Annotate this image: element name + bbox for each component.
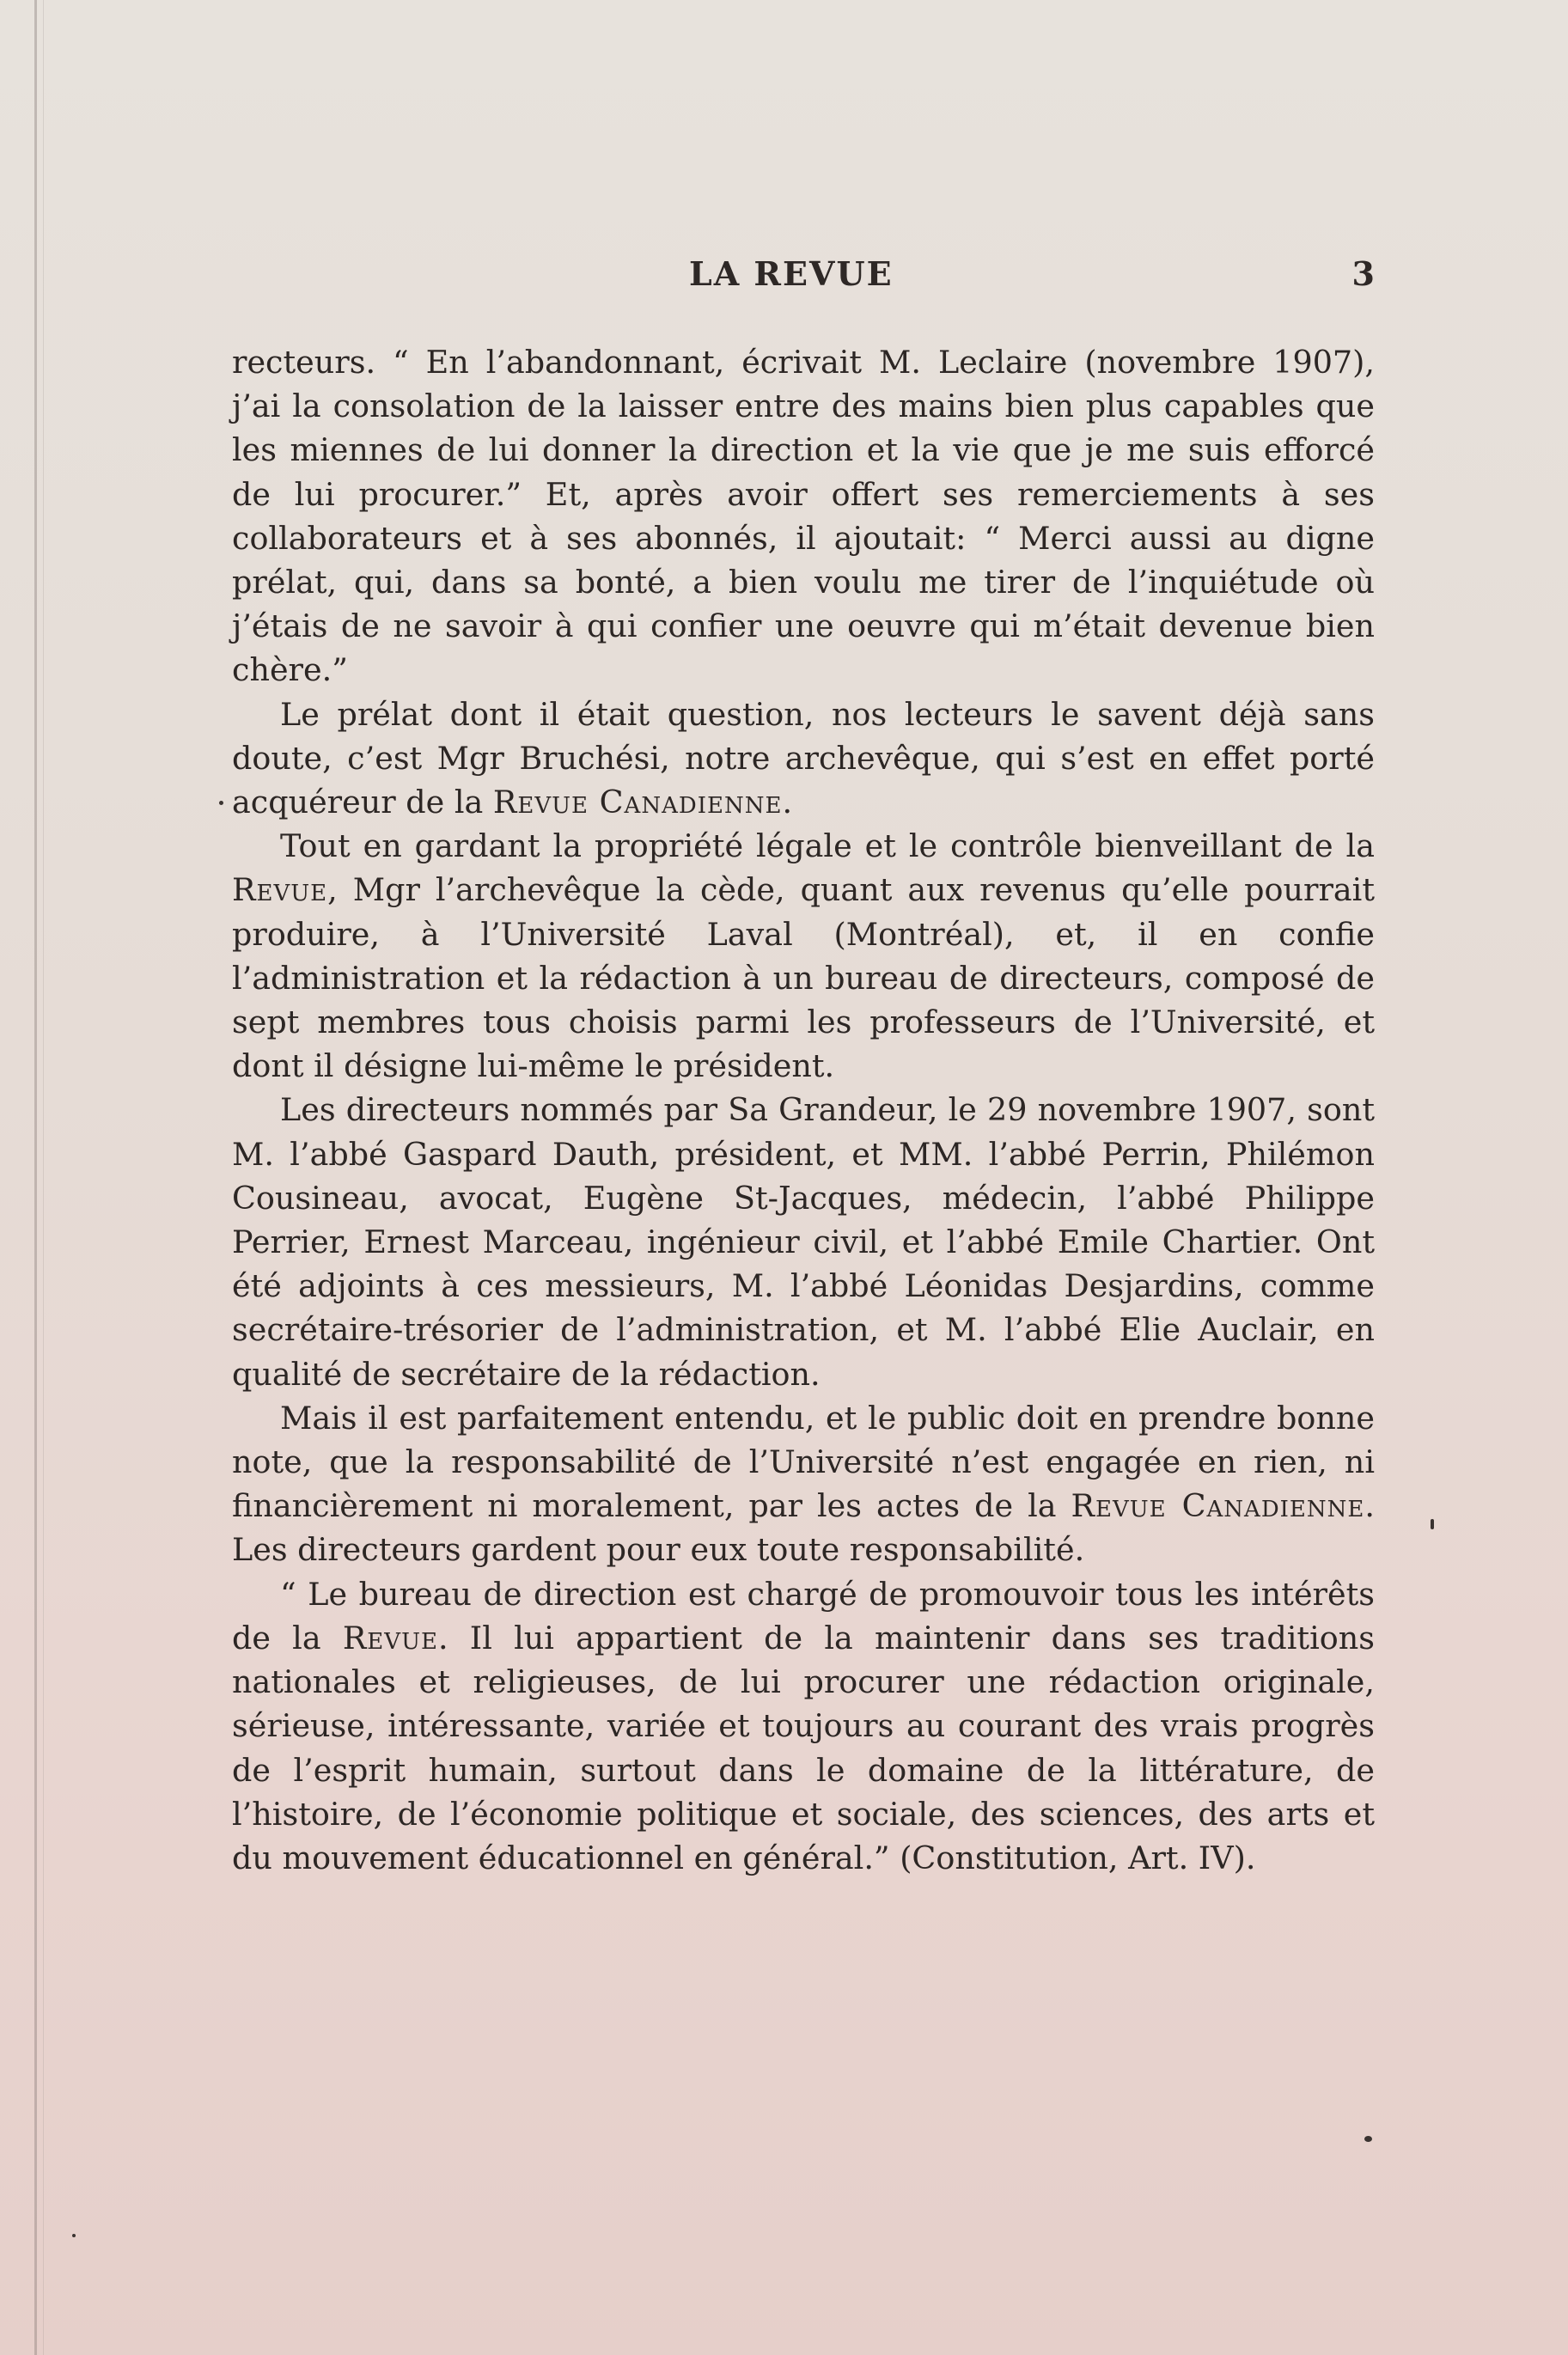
page-gutter-shadow: [34, 0, 37, 2355]
paper-speck: [219, 801, 223, 805]
page-number: 3: [1351, 254, 1375, 293]
journal-name: Revue Canadienne: [1071, 1487, 1365, 1525]
paragraph-2-text: Le prélat dont il était question, nos lecteurs le savent déjà sans doute, c’est Mgr Bruchési, notre archevêque, qui s’est en effet porté acquéreur de la: [232, 695, 1375, 821]
paragraph-2-end: .: [782, 784, 793, 821]
paragraph-2: [232, 692, 1375, 825]
paragraph-4: [232, 1088, 1375, 1395]
journal-name: Revue: [232, 871, 328, 909]
paragraph-5-end: . Les directeurs gardent pour eux toute responsabilité.: [232, 1487, 1376, 1569]
paper-speck: [1431, 1519, 1434, 1529]
paragraph-3-text: Tout en gardant la propriété légale et le contrôle bienveillant de la: [280, 827, 1375, 865]
paragraph-5: [232, 1396, 1375, 1572]
running-title: LA REVUE: [689, 254, 894, 293]
page-gutter-line: [43, 0, 44, 2355]
paragraph-1-text: recteurs. “ En l’abandonnant, écrivait M. Leclaire (novembre 1907), j’ai la consolation de la laisser entre des mains bien plus capables que les miennes de lui donner la direction et la vie que je me suis efforcé de lui procurer.” Et, après avoir offert ses remerciements à ses collaborateurs et à ses abonnés, il ajoutait: “ Merci aussi au digne prélat, qui, dans sa bonté, a bien voulu me tirer de l’inquiétude où j’étais de ne savoir à qui confier une oeuvre qui m’était devenue bien chère.”: [232, 344, 1375, 689]
running-head: [232, 254, 1375, 297]
paragraph-3-end: , Mgr l’archevêque la cède, quant aux revenus qu’elle pourrait produire, à l’Université Laval (Montréal), et, il en confie l’administration et la rédaction à un bureau de directeurs, composé de sept membres tous choisis parmi les professeurs de l’Université, et dont il désigne lui-même le président.: [232, 871, 1375, 1085]
journal-name: Revue: [342, 1619, 438, 1656]
journal-name: Revue Canadienne: [492, 784, 783, 821]
paper-speck: [1364, 2136, 1372, 2142]
paragraph-4-text: Les directeurs nommés par Sa Grandeur, le 29 novembre 1907, sont M. l’abbé Gaspard Dauth, président, et MM. l’abbé Perrin, Philémon Cousineau, avocat, Eugène St-Jacques, médecin, l’abbé Philippe Perrier, Ernest Marceau, ingénieur civil, et l’abbé Emile Chartier. Ont été adjoints à ces messieurs, M. l’abbé Léonidas Desjardins, comme secrétaire-trésorier de l’administration, et M. l’abbé Elie Auclair, en qualité de secrétaire de la rédaction.: [232, 1091, 1375, 1393]
paragraph-6-end: . Il lui appartient de la maintenir dans ses traditions nationales et religieuses, de lui procurer une rédaction originale, sérieuse, intéressante, variée et toujours au courant des vrais progrès de l’esprit humain, surtout dans le domaine de la littérature, de l’histoire, de l’économie politique et sociale, des sciences, des arts et du mouvement éducationnel en général.” (Constitution, Art. IV).: [232, 1619, 1375, 1876]
paragraph-6-text: “ Le bureau de direction est chargé de promouvoir tous les intérêts de la: [232, 1575, 1375, 1656]
paragraph-5-text: Mais il est parfaitement entendu, et le public doit en prendre bonne note, que la responsabilité de l’Université n’est engagée en rien, ni financièrement ni moralement, par les actes de la: [232, 1399, 1375, 1525]
paragraph-1: [232, 340, 1375, 692]
paragraph-6: [232, 1572, 1375, 1880]
paragraph-3: [232, 824, 1375, 1088]
body-text: [232, 340, 1375, 1880]
paper-speck: [72, 2234, 76, 2237]
